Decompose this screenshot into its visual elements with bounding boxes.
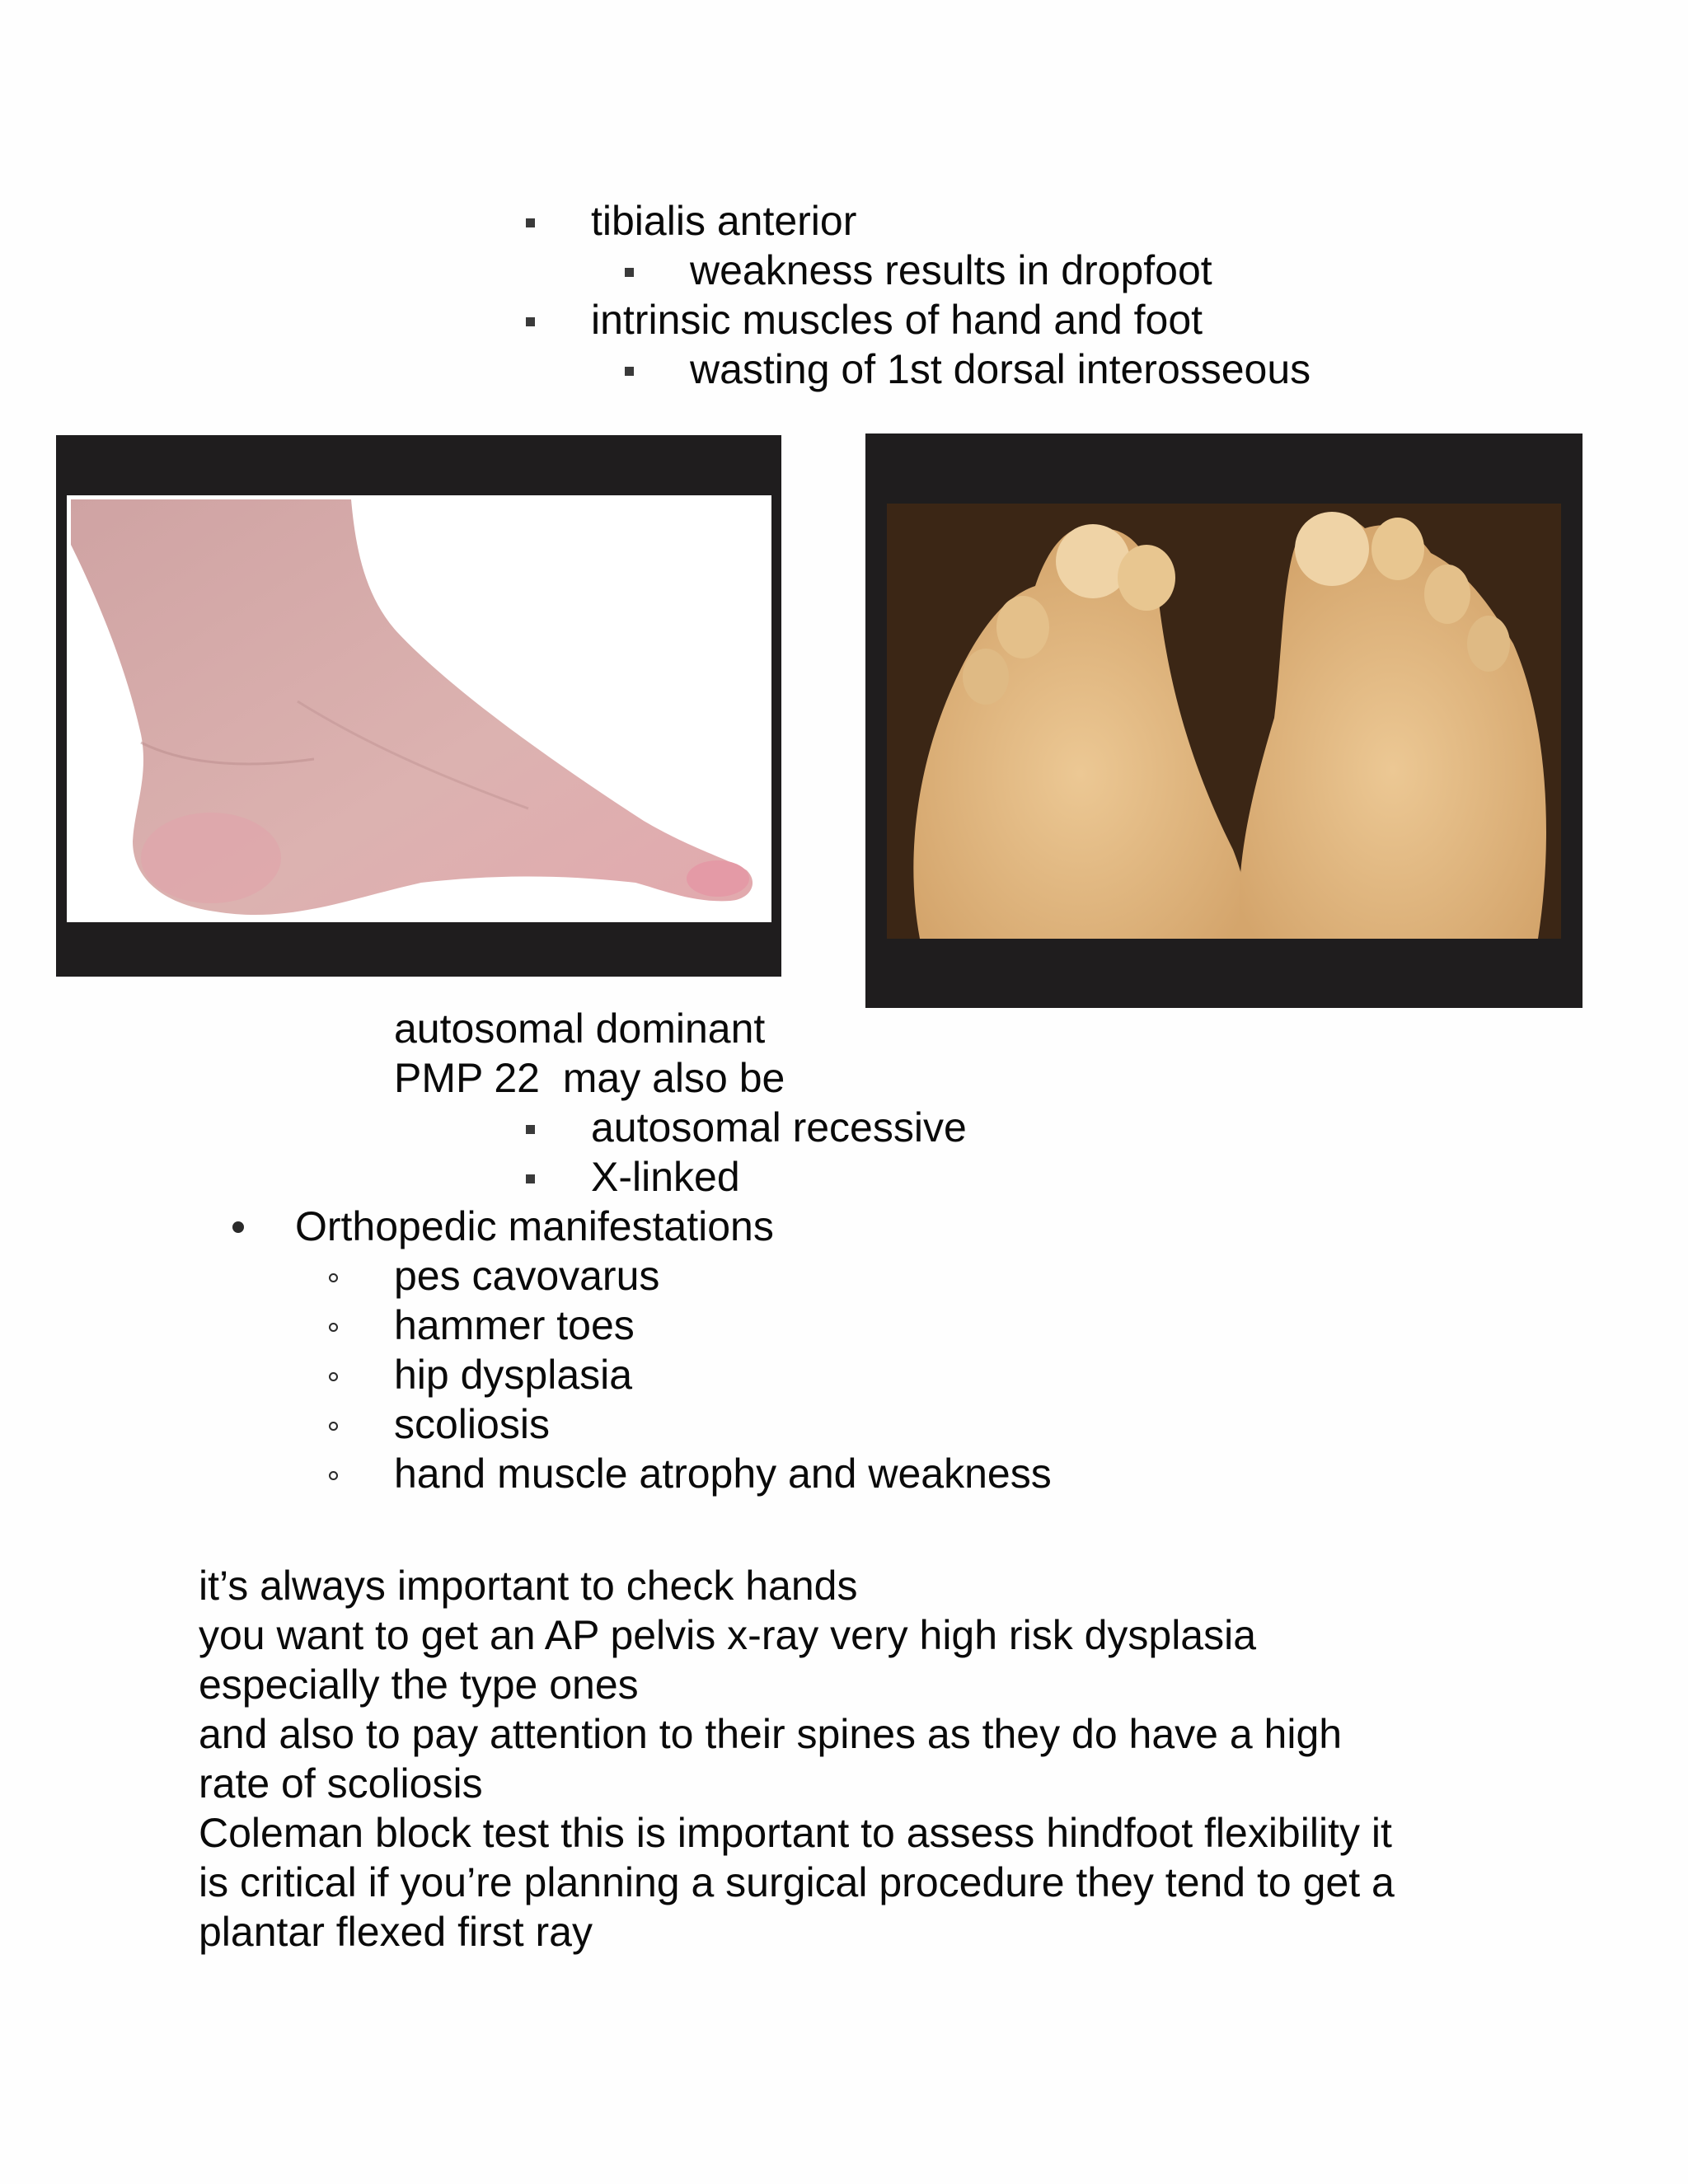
right-photo-frame [865, 434, 1582, 1008]
hammer-toes-feet-photo-icon [887, 504, 1561, 939]
hollow-bullet-icon [329, 1372, 338, 1381]
note-line: rate of scoliosis [199, 1760, 483, 1807]
square-bullet-icon [526, 218, 535, 227]
note-line: it’s always important to check hands [199, 1563, 858, 1609]
cavus-foot-side-view-photo-icon [67, 495, 771, 922]
ortho-heading-text: Orthopedic manifestations [295, 1203, 774, 1249]
list-item-text: wasting of 1st dorsal interosseous [690, 346, 1311, 392]
hollow-bullet-icon [329, 1471, 338, 1480]
hollow-bullet-icon [329, 1273, 338, 1282]
round-bullet-icon [232, 1221, 244, 1233]
note-line: and also to pay attention to their spines as they do have a high [199, 1711, 1343, 1757]
list-item-text: pes cavovarus [394, 1253, 660, 1299]
note-line: plantar flexed first ray [199, 1909, 593, 1955]
square-bullet-icon [625, 268, 634, 277]
hollow-bullet-icon [329, 1422, 338, 1431]
genetics-text: autosomal dominant [394, 1005, 766, 1052]
list-item-text: weakness results in dropfoot [690, 247, 1212, 293]
left-photo-frame [56, 435, 781, 977]
note-line: especially the type ones [199, 1661, 639, 1708]
list-item-text: tibialis anterior [591, 198, 857, 244]
genetics-text: PMP 22 may also be [394, 1055, 785, 1101]
list-item-text: hand muscle atrophy and weakness [394, 1451, 1052, 1497]
list-item-text: hammer toes [394, 1302, 635, 1348]
list-item-text: scoliosis [394, 1401, 550, 1447]
list-item-text: X-linked [591, 1154, 740, 1200]
list-item-text: hip dysplasia [394, 1352, 633, 1398]
hollow-bullet-icon [329, 1323, 338, 1332]
square-bullet-icon [625, 367, 634, 376]
list-item-text: intrinsic muscles of hand and foot [591, 297, 1203, 343]
note-line: Coleman block test this is important to assess hindfoot flexibility it [199, 1810, 1392, 1856]
note-line: you want to get an AP pelvis x-ray very high risk dysplasia [199, 1612, 1257, 1658]
square-bullet-icon [526, 1174, 535, 1183]
square-bullet-icon [526, 1125, 535, 1134]
square-bullet-icon [526, 317, 535, 326]
list-item-text: autosomal recessive [591, 1104, 967, 1151]
note-line: is critical if you’re planning a surgical procedure they tend to get a [199, 1859, 1395, 1905]
